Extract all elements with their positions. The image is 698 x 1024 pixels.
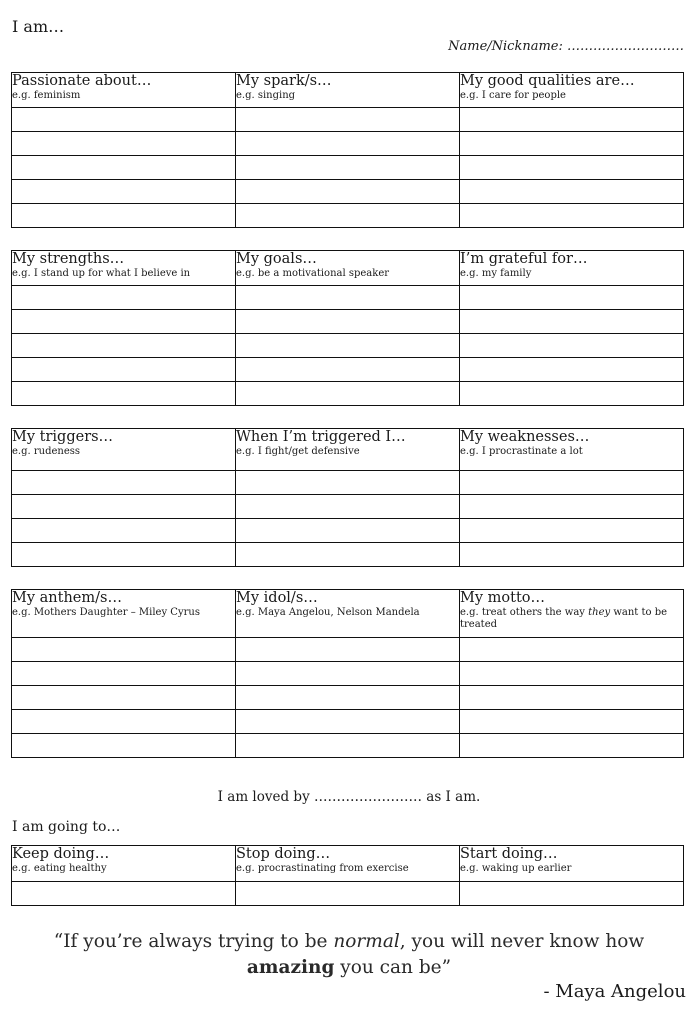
column-example: e.g. Mothers Daughter – Miley Cyrus bbox=[12, 607, 200, 618]
section-table-strengths bbox=[11, 250, 684, 406]
section-table-anthems bbox=[11, 589, 684, 758]
header-good-qualities bbox=[460, 73, 684, 108]
answer-cell[interactable] bbox=[236, 882, 460, 906]
column-example: e.g. rudeness bbox=[12, 446, 81, 457]
table-row bbox=[12, 132, 684, 156]
column-title: My goals… bbox=[236, 251, 317, 267]
answer-cell[interactable] bbox=[236, 334, 460, 358]
section-table-passions bbox=[11, 72, 684, 228]
table-row bbox=[12, 734, 684, 758]
column-example bbox=[460, 607, 683, 631]
column-title: Passionate about… bbox=[12, 73, 152, 89]
answer-cell[interactable] bbox=[460, 286, 684, 310]
column-example: e.g. waking up earlier bbox=[460, 863, 572, 874]
header-keep-doing bbox=[12, 846, 236, 882]
going-to-heading: I am going to… bbox=[12, 819, 121, 835]
column-title: My good qualities are… bbox=[460, 73, 635, 89]
answer-cell[interactable] bbox=[460, 543, 684, 567]
table-row bbox=[12, 638, 684, 662]
quote-open: “If you’re always trying to be bbox=[53, 931, 334, 952]
column-example: e.g. be a motivational speaker bbox=[236, 268, 390, 279]
answer-cell[interactable] bbox=[460, 132, 684, 156]
quote-emphasis: normal bbox=[333, 931, 400, 952]
answer-cell[interactable] bbox=[236, 358, 460, 382]
answer-cell[interactable] bbox=[236, 495, 460, 519]
table-row bbox=[12, 382, 684, 406]
header-my-anthems bbox=[12, 590, 236, 638]
answer-cell[interactable] bbox=[460, 495, 684, 519]
table-row bbox=[12, 156, 684, 180]
table-row bbox=[12, 519, 684, 543]
quote-author: - Maya Angelou bbox=[543, 981, 686, 1002]
column-example: e.g. singing bbox=[236, 90, 296, 101]
answer-cell[interactable] bbox=[12, 882, 236, 906]
table-row bbox=[12, 882, 684, 906]
column-example: e.g. I fight/get defensive bbox=[236, 446, 360, 457]
motto-example-end: want to be treated bbox=[460, 607, 668, 630]
header-start-doing bbox=[460, 846, 684, 882]
answer-cell[interactable] bbox=[12, 734, 236, 758]
answer-cell[interactable] bbox=[12, 638, 236, 662]
answer-cell[interactable] bbox=[236, 132, 460, 156]
answer-cell[interactable] bbox=[236, 734, 460, 758]
column-title: My spark/s… bbox=[236, 73, 332, 89]
loved-by-line: I am loved by …………………… as I am. bbox=[217, 789, 481, 805]
answer-cell[interactable] bbox=[460, 180, 684, 204]
answer-cell[interactable] bbox=[12, 286, 236, 310]
column-title: My motto… bbox=[460, 590, 546, 606]
answer-cell[interactable] bbox=[460, 710, 684, 734]
name-nickname-line[interactable]: Name/Nickname: ……………………… bbox=[448, 39, 684, 54]
column-example: e.g. my family bbox=[460, 268, 532, 279]
table-row bbox=[12, 108, 684, 132]
answer-cell[interactable] bbox=[12, 334, 236, 358]
column-title: When I’m triggered I… bbox=[236, 429, 406, 445]
column-title: Stop doing… bbox=[236, 846, 331, 862]
answer-cell[interactable] bbox=[12, 180, 236, 204]
table-row bbox=[12, 358, 684, 382]
answer-cell[interactable] bbox=[460, 734, 684, 758]
answer-cell[interactable] bbox=[236, 638, 460, 662]
answer-cell[interactable] bbox=[12, 204, 236, 228]
header-my-weaknesses bbox=[460, 429, 684, 471]
answer-cell[interactable] bbox=[12, 108, 236, 132]
answer-cell[interactable] bbox=[236, 519, 460, 543]
answer-cell[interactable] bbox=[12, 662, 236, 686]
column-example: e.g. I stand up for what I believe in bbox=[12, 268, 191, 279]
table-row bbox=[12, 471, 684, 495]
answer-cell[interactable] bbox=[236, 108, 460, 132]
quote-middle: , you will never know how bbox=[399, 931, 645, 952]
answer-cell[interactable] bbox=[460, 662, 684, 686]
column-example: e.g. eating healthy bbox=[12, 863, 107, 874]
header-my-goals bbox=[236, 251, 460, 286]
answer-cell[interactable] bbox=[12, 156, 236, 180]
header-stop-doing bbox=[236, 846, 460, 882]
answer-cell[interactable] bbox=[236, 204, 460, 228]
column-example: e.g. I care for people bbox=[460, 90, 566, 101]
answer-cell[interactable] bbox=[460, 334, 684, 358]
section-table-triggers bbox=[11, 428, 684, 567]
answer-cell[interactable] bbox=[236, 686, 460, 710]
column-example: e.g. feminism bbox=[12, 90, 81, 101]
column-example: e.g. I procrastinate a lot bbox=[460, 446, 583, 457]
column-example: e.g. procrastinating from exercise bbox=[236, 863, 409, 874]
quote-end: you can be” bbox=[334, 957, 452, 978]
motto-example-start: e.g. treat others the way bbox=[460, 607, 589, 618]
table-row bbox=[12, 495, 684, 519]
answer-cell[interactable] bbox=[236, 156, 460, 180]
answer-cell[interactable] bbox=[460, 310, 684, 334]
header-my-sparks bbox=[236, 73, 460, 108]
table-row bbox=[12, 310, 684, 334]
answer-cell[interactable] bbox=[460, 686, 684, 710]
answer-cell[interactable] bbox=[460, 108, 684, 132]
answer-cell[interactable] bbox=[12, 543, 236, 567]
answer-cell[interactable] bbox=[460, 882, 684, 906]
answer-cell[interactable] bbox=[12, 382, 236, 406]
table-row bbox=[12, 710, 684, 734]
header-grateful-for bbox=[460, 251, 684, 286]
table-row bbox=[12, 543, 684, 567]
table-row bbox=[12, 286, 684, 310]
page-title: I am… bbox=[12, 17, 65, 36]
answer-cell[interactable] bbox=[460, 519, 684, 543]
answer-cell[interactable] bbox=[460, 358, 684, 382]
answer-cell[interactable] bbox=[12, 358, 236, 382]
answer-cell[interactable] bbox=[12, 471, 236, 495]
answer-cell[interactable] bbox=[236, 382, 460, 406]
answer-cell[interactable] bbox=[12, 686, 236, 710]
header-my-triggers bbox=[12, 429, 236, 471]
motto-example-emphasis: they bbox=[588, 607, 611, 618]
answer-cell[interactable] bbox=[12, 710, 236, 734]
header-when-triggered bbox=[236, 429, 460, 471]
table-row bbox=[12, 334, 684, 358]
answer-cell[interactable] bbox=[12, 519, 236, 543]
quote-strong: amazing bbox=[246, 957, 335, 978]
answer-cell[interactable] bbox=[460, 638, 684, 662]
answer-cell[interactable] bbox=[460, 382, 684, 406]
answer-cell[interactable] bbox=[236, 471, 460, 495]
table-row bbox=[12, 662, 684, 686]
answer-cell[interactable] bbox=[460, 156, 684, 180]
section-table-habits bbox=[11, 845, 684, 906]
answer-cell[interactable] bbox=[460, 204, 684, 228]
column-example: e.g. Maya Angelou, Nelson Mandela bbox=[236, 607, 420, 618]
column-title: My anthem/s… bbox=[12, 590, 122, 606]
column-title: Start doing… bbox=[460, 846, 558, 862]
column-title: My triggers… bbox=[12, 429, 114, 445]
column-title: My idol/s… bbox=[236, 590, 318, 606]
answer-cell[interactable] bbox=[236, 286, 460, 310]
answer-cell[interactable] bbox=[236, 310, 460, 334]
table-row bbox=[12, 686, 684, 710]
answer-cell[interactable] bbox=[236, 180, 460, 204]
header-my-idols bbox=[236, 590, 460, 638]
table-row bbox=[12, 204, 684, 228]
table-row bbox=[12, 180, 684, 204]
answer-cell[interactable] bbox=[460, 471, 684, 495]
column-title: I’m grateful for… bbox=[460, 251, 588, 267]
column-title: My strengths… bbox=[12, 251, 125, 267]
answer-cell[interactable] bbox=[236, 662, 460, 686]
column-title: My weaknesses… bbox=[460, 429, 590, 445]
header-my-motto bbox=[460, 590, 684, 638]
answer-cell[interactable] bbox=[12, 132, 236, 156]
answer-cell[interactable] bbox=[12, 310, 236, 334]
quote bbox=[14, 929, 684, 981]
answer-cell[interactable] bbox=[236, 543, 460, 567]
answer-cell[interactable] bbox=[12, 495, 236, 519]
header-passionate-about bbox=[12, 73, 236, 108]
column-title: Keep doing… bbox=[12, 846, 110, 862]
answer-cell[interactable] bbox=[236, 710, 460, 734]
header-my-strengths bbox=[12, 251, 236, 286]
